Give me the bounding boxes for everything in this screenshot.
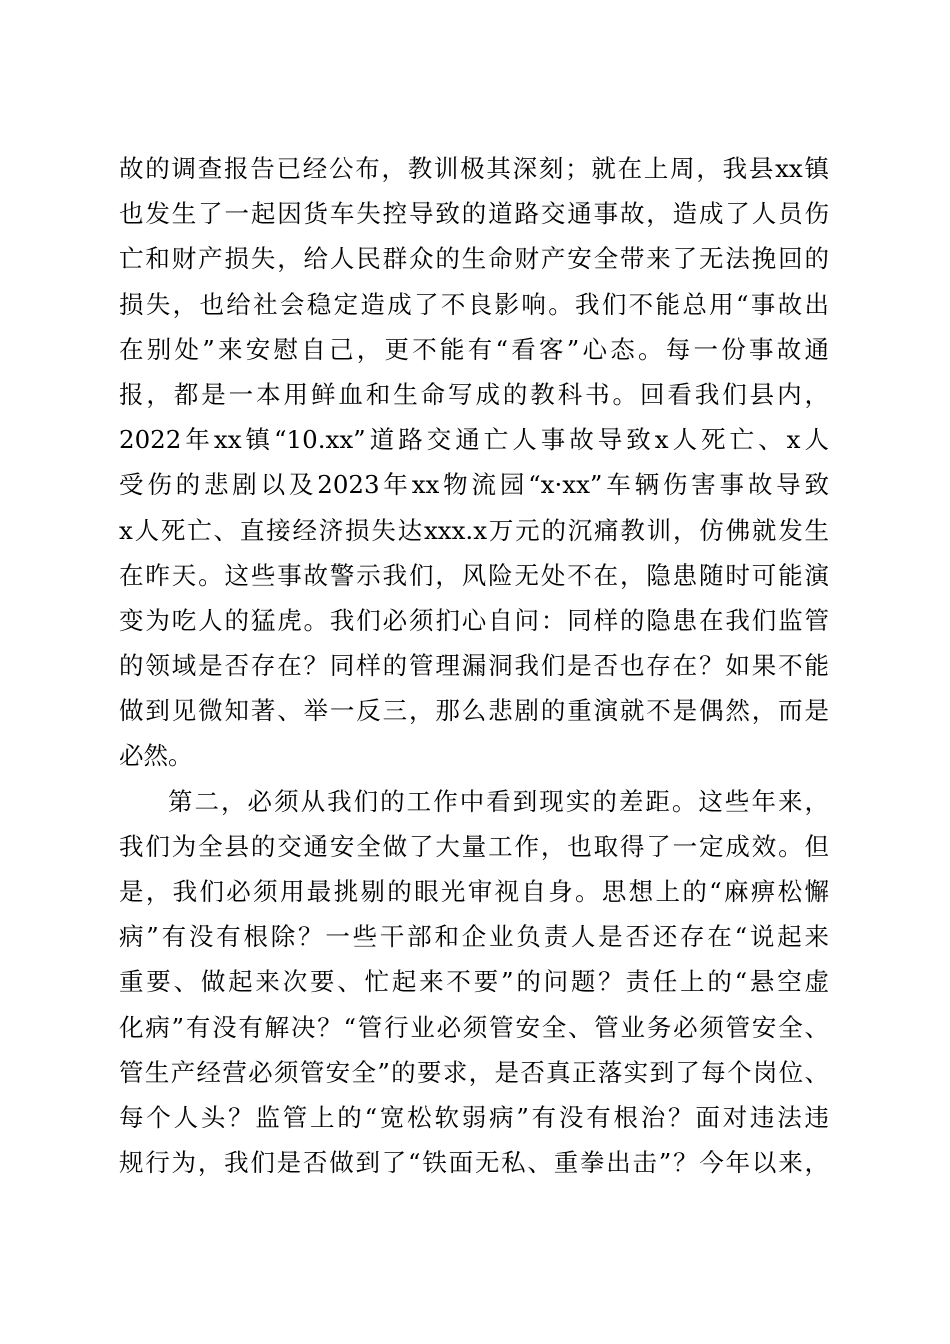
text-line: 每个人头？监管上的“宽松软弱病”有没有根治？面对违法违 [119,1102,829,1132]
text-line: 的领域是否存在？同样的管理漏洞我们是否也存在？如果不能 [119,651,829,681]
text-line: 我们为全县的交通安全做了大量工作，也取得了一定成效。但 [119,831,829,861]
text-line: 第二，必须从我们的工作中看到现实的差距。这些年来， [168,786,829,816]
text-line: 重要、做起来次要、忙起来不要”的问题？责任上的“悬空虚 [119,967,829,997]
text-line: 也发生了一起因货车失控导致的道路交通事故，造成了人员伤 [119,199,829,229]
text-line: 做到见微知著、举一反三，那么悲剧的重演就不是偶然，而是 [119,696,829,726]
paragraph-1 [119,146,829,779]
text-line: 管生产经营必须管安全”的要求，是否真正落实到了每个岗位、 [119,1057,829,1087]
text-line: 病”有没有根除？一些干部和企业负责人是否还存在“说起来 [119,922,829,952]
text-line: x人死亡、直接经济损失达xxx.x万元的沉痛教训，仿佛就发生 [119,515,829,545]
text-line: 在别处”来安慰自己，更不能有“看客”心态。每一份事故通 [119,334,829,364]
text-line: 在昨天。这些事故警示我们，风险无处不在，隐患随时可能演 [119,560,829,590]
body-text [119,146,829,1185]
text-line: 损失，也给社会稳定造成了不良影响。我们不能总用“事故出 [119,289,829,319]
text-line: 亡和财产损失，给人民群众的生命财产安全带来了无法挽回的 [119,244,829,274]
text-line: 变为吃人的猛虎。我们必须扪心自问：同样的隐患在我们监管 [119,605,829,635]
text-line: 报，都是一本用鲜血和生命写成的教科书。回看我们县内， [119,379,829,409]
text-line: 受伤的悲剧以及2023年xx物流园“x·xx”车辆伤害事故导致 [119,470,829,500]
text-line: 是，我们必须用最挑剔的眼光审视自身。思想上的“麻痹松懈 [119,877,829,906]
paragraph-2 [119,779,829,1186]
text-line: 必然。 [119,741,193,771]
text-line: 化病”有没有解决？“管行业必须管安全、管业务必须管安全、 [119,1012,829,1042]
text-line: 规行为，我们是否做到了“铁面无私、重拳出击”？今年以来， [119,1148,829,1178]
text-line: 2022年xx镇“10.xx”道路交通亡人事故导致x人死亡、x人 [119,425,829,455]
text-line: 故的调查报告已经公布，教训极其深刻；就在上周，我县xx镇 [119,154,829,183]
